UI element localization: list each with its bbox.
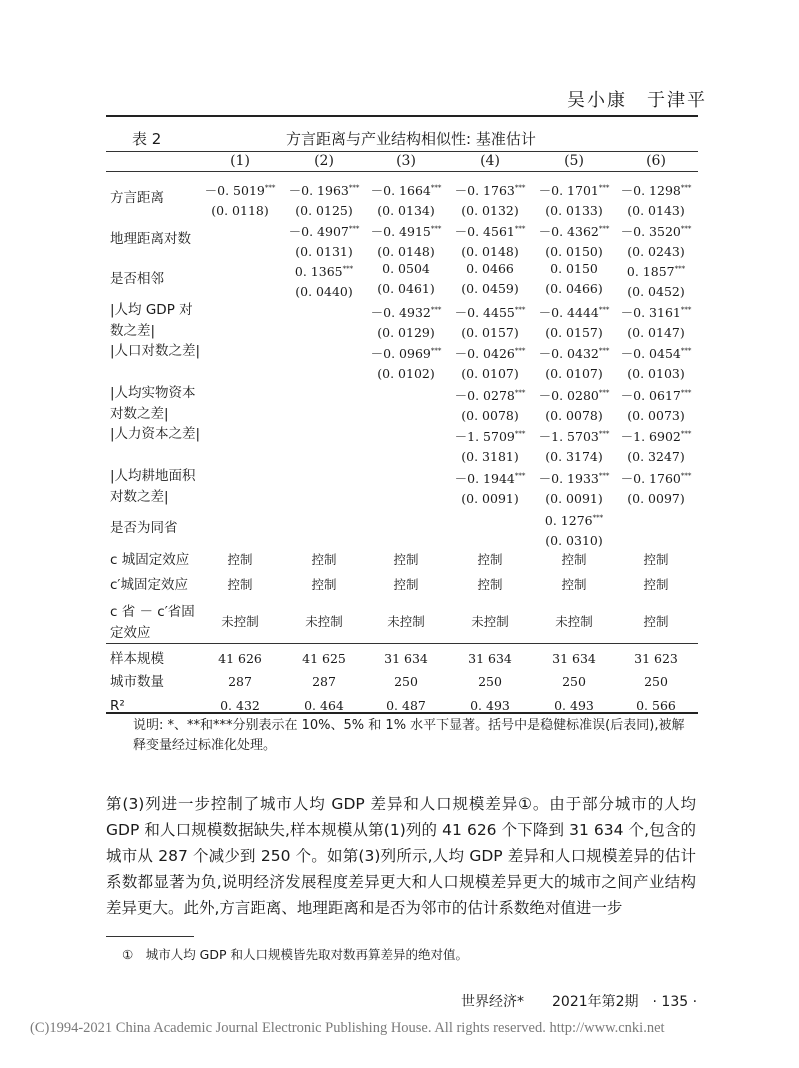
standard-error: (0. 0466) [545, 281, 603, 296]
coefficient-value: 0. 1857*** [626, 264, 686, 279]
coefficient-cell [530, 178, 618, 221]
column-header-1: (1) [230, 153, 250, 169]
significance-stars: *** [598, 184, 610, 192]
significance-stars: *** [680, 389, 692, 397]
table-note: 说明: *、**和***分别表示在 10%、5% 和 1% 水平下显著。括号中是稳健标准误(后表同),被解释变量经过标准化处理。 [133, 718, 685, 753]
stat-cell: 41 626 [218, 651, 262, 666]
coefficient-cell [446, 300, 534, 343]
significance-stars: *** [598, 347, 610, 355]
significance-stars: *** [598, 225, 610, 233]
significance-stars: *** [680, 347, 692, 355]
stat-cell: 287 [228, 674, 252, 689]
significance-stars: *** [674, 265, 686, 273]
table-header-rule [106, 171, 698, 172]
control-cell: 未控制 [305, 614, 343, 629]
significance-stars: *** [348, 184, 360, 192]
significance-stars: *** [514, 430, 526, 438]
standard-error: (0. 0148) [461, 244, 519, 259]
standard-error: (0. 0461) [377, 281, 435, 296]
standard-error: (0. 0078) [545, 408, 603, 423]
table-bottom-rule [106, 712, 698, 714]
coefficient-value: 0. 0466 [466, 261, 514, 276]
row-label: 是否为同省 [110, 520, 178, 536]
standard-error: (0. 0129) [377, 325, 435, 340]
standard-error: (0. 0091) [461, 491, 519, 506]
stat-cell: 31 634 [468, 651, 512, 666]
control-cell: 控制 [393, 577, 419, 592]
coefficient-cell [362, 178, 450, 221]
coefficient-value: －0. 0969*** [370, 346, 442, 361]
coefficient-value: 0. 0150 [550, 261, 598, 276]
control-cell: 未控制 [555, 614, 593, 629]
coefficient-cell [196, 178, 284, 221]
stat-cell: 41 625 [302, 651, 346, 666]
coefficient-value: －0. 1944*** [454, 471, 526, 486]
standard-error: (0. 3247) [627, 449, 685, 464]
coefficient-cell [446, 178, 534, 221]
header-rule [106, 115, 698, 117]
stat-cell: 31 634 [552, 651, 596, 666]
standard-error: (0. 0125) [295, 203, 353, 218]
standard-error: (0. 0310) [545, 533, 603, 548]
coefficient-value: －0. 1664*** [370, 183, 442, 198]
control-cell: 控制 [477, 577, 503, 592]
coefficient-cell [612, 259, 700, 302]
coefficient-value: －0. 4907*** [288, 224, 360, 239]
coefficient-cell [280, 259, 368, 302]
control-cell: 控制 [561, 552, 587, 567]
row-label: |人均实物资本对数之差| [110, 385, 196, 422]
standard-error: (0. 0107) [545, 366, 603, 381]
significance-stars: *** [514, 347, 526, 355]
coefficient-cell [612, 341, 700, 384]
standard-error: (0. 0133) [545, 203, 603, 218]
control-row-label: c 城固定效应 [110, 552, 190, 568]
significance-stars: *** [598, 430, 610, 438]
coefficient-value: －0. 1763*** [454, 183, 526, 198]
coefficient-value: －0. 4932*** [370, 305, 442, 320]
coefficient-value: －0. 3520*** [620, 224, 692, 239]
coefficient-cell [446, 424, 534, 467]
column-header-4: (4) [480, 153, 500, 169]
coefficient-value: －0. 1963*** [288, 183, 360, 198]
stat-row-label: R² [110, 698, 125, 714]
coefficient-cell [612, 383, 700, 426]
stat-cell: 0. 432 [220, 698, 260, 713]
coefficient-cell [612, 300, 700, 343]
coefficient-value: －0. 0432*** [538, 346, 610, 361]
stat-cell: 250 [644, 674, 668, 689]
coefficient-value: －0. 4915*** [370, 224, 442, 239]
coefficient-cell [280, 178, 368, 221]
coefficient-cell [530, 300, 618, 343]
standard-error: (0. 0147) [627, 325, 685, 340]
standard-error: (0. 3181) [461, 449, 519, 464]
stat-cell: 0. 464 [304, 698, 344, 713]
body-paragraph: 第(3)列进一步控制了城市人均 GDP 差异和人口规模差异①。由于部分城市的人均 GDP 和人口规模数据缺失,样本规模从第(1)列的 41 626 个下降到 31 634 个,包含的城市从 287 个减少到 250 个。如第(3)列所示,人均 GDP 差异和人口规模差异的估计系数都显著为负,说明经济发展程度差异更大和人口规模差异更大的城市之间产业结构差异更大。此外,方言距离、地理距离和是否为邻市的估计系数绝对值进一步 [106, 795, 696, 917]
significance-stars: *** [348, 225, 360, 233]
coefficient-cell [362, 300, 450, 343]
coefficient-cell [446, 383, 534, 426]
significance-stars: *** [598, 472, 610, 480]
standard-error: (0. 0143) [627, 203, 685, 218]
column-header-2: (2) [314, 153, 334, 169]
significance-stars: *** [514, 306, 526, 314]
standard-error: (0. 0452) [627, 284, 685, 299]
coefficient-value: －0. 0617*** [620, 388, 692, 403]
column-header-5: (5) [564, 153, 584, 169]
coefficient-cell [530, 424, 618, 467]
significance-stars: *** [514, 184, 526, 192]
coefficient-cell [530, 219, 618, 262]
standard-error: (0. 0073) [627, 408, 685, 423]
control-cell: 未控制 [471, 614, 509, 629]
coefficient-cell [612, 466, 700, 509]
coefficient-value: －0. 4444*** [538, 305, 610, 320]
standard-error: (0. 0459) [461, 281, 519, 296]
coefficient-value: －0. 1933*** [538, 471, 610, 486]
coefficient-cell [446, 341, 534, 384]
coefficient-value: －0. 1760*** [620, 471, 692, 486]
coefficient-value: －0. 3161*** [620, 305, 692, 320]
coefficient-cell [446, 259, 534, 299]
control-cell: 控制 [643, 614, 669, 629]
coefficient-value: －0. 0426*** [454, 346, 526, 361]
coefficient-value: －0. 4561*** [454, 224, 526, 239]
table-title: 方言距离与产业结构相似性: 基准估计 [286, 130, 536, 148]
stat-cell: 250 [478, 674, 502, 689]
standard-error: (0. 0102) [377, 366, 435, 381]
significance-stars: *** [430, 225, 442, 233]
table-top-rule [106, 151, 698, 152]
significance-stars: *** [514, 472, 526, 480]
coefficient-value: －0. 0278*** [454, 388, 526, 403]
control-cell: 控制 [227, 552, 253, 567]
control-cell: 控制 [311, 552, 337, 567]
standard-error: (0. 0107) [461, 366, 519, 381]
significance-stars: *** [514, 389, 526, 397]
standard-error: (0. 0134) [377, 203, 435, 218]
column-header-3: (3) [396, 153, 416, 169]
standard-error: (0. 0097) [627, 491, 685, 506]
stat-cell: 0. 566 [636, 698, 676, 713]
standard-error: (0. 0157) [461, 325, 519, 340]
row-label: 方言距离 [110, 190, 164, 206]
standard-error: (0. 0078) [461, 408, 519, 423]
standard-error: (0. 0148) [377, 244, 435, 259]
coefficient-value: －1. 6902*** [620, 429, 692, 444]
row-label: |人力资本之差| [110, 426, 201, 442]
significance-stars: *** [430, 306, 442, 314]
coefficient-value: 0. 1276*** [544, 513, 604, 528]
coefficient-value: －0. 0454*** [620, 346, 692, 361]
control-cell: 未控制 [387, 614, 425, 629]
coefficient-value: －0. 4455*** [454, 305, 526, 320]
standard-error: (0. 0118) [211, 203, 269, 218]
significance-stars: *** [680, 430, 692, 438]
row-label: |人均 GDP 对数之差| [110, 302, 193, 339]
stat-row-label: 样本规模 [110, 651, 164, 667]
journal-footer: 世界经济* 2021年第2期 · 135 · [461, 994, 698, 1010]
footnote-rule [106, 936, 194, 937]
coefficient-value: 0. 0504 [382, 261, 430, 276]
significance-stars: *** [514, 225, 526, 233]
significance-stars: *** [598, 306, 610, 314]
standard-error: (0. 0131) [295, 244, 353, 259]
stat-cell: 0. 493 [554, 698, 594, 713]
significance-stars: *** [592, 514, 604, 522]
control-cell: 控制 [477, 552, 503, 567]
stat-cell: 31 634 [384, 651, 428, 666]
column-header-6: (6) [646, 153, 666, 169]
control-row-label: c′城固定效应 [110, 577, 188, 593]
coefficient-cell [612, 424, 700, 467]
control-cell: 控制 [643, 577, 669, 592]
stat-row-label: 城市数量 [110, 674, 164, 690]
significance-stars: *** [598, 389, 610, 397]
standard-error: (0. 0091) [545, 491, 603, 506]
control-cell: 控制 [227, 577, 253, 592]
stat-cell: 0. 487 [386, 698, 426, 713]
row-label: 是否相邻 [110, 271, 164, 287]
coefficient-value: －0. 5019*** [204, 183, 276, 198]
coefficient-cell [362, 219, 450, 262]
copyright-line: (C)1994-2021 China Academic Journal Electronic Publishing House. All rights reserved. http://www.cnki.net [30, 1020, 665, 1036]
control-row-label: c 省 － c′省固定效应 [110, 604, 195, 641]
row-label: |人口对数之差| [110, 343, 201, 359]
running-header-authors: 吴小康 于津平 [567, 90, 707, 111]
coefficient-cell [612, 219, 700, 262]
stat-cell: 287 [312, 674, 336, 689]
stat-cell: 250 [394, 674, 418, 689]
significance-stars: *** [430, 184, 442, 192]
standard-error: (0. 0132) [461, 203, 519, 218]
coefficient-value: －0. 0280*** [538, 388, 610, 403]
coefficient-value: 0. 1365*** [294, 264, 354, 279]
stat-cell: 31 623 [634, 651, 678, 666]
table-stats-rule [106, 643, 698, 644]
significance-stars: *** [342, 265, 354, 273]
coefficient-value: －0. 1298*** [620, 183, 692, 198]
coefficient-cell [362, 259, 450, 299]
coefficient-cell [530, 259, 618, 299]
control-cell: 控制 [561, 577, 587, 592]
control-cell: 控制 [311, 577, 337, 592]
coefficient-cell [530, 508, 618, 551]
standard-error: (0. 3174) [545, 449, 603, 464]
row-label: 地理距离对数 [110, 231, 191, 247]
control-cell: 控制 [643, 552, 669, 567]
stat-cell: 250 [562, 674, 586, 689]
significance-stars: *** [680, 472, 692, 480]
standard-error: (0. 0440) [295, 284, 353, 299]
significance-stars: *** [680, 306, 692, 314]
significance-stars: *** [680, 184, 692, 192]
coefficient-cell [446, 219, 534, 262]
control-cell: 未控制 [221, 614, 259, 629]
standard-error: (0. 0243) [627, 244, 685, 259]
significance-stars: *** [264, 184, 276, 192]
coefficient-cell [530, 466, 618, 509]
standard-error: (0. 0103) [627, 366, 685, 381]
standard-error: (0. 0150) [545, 244, 603, 259]
stat-cell: 0. 493 [470, 698, 510, 713]
coefficient-value: －1. 5709*** [454, 429, 526, 444]
standard-error: (0. 0157) [545, 325, 603, 340]
row-label: |人均耕地面积对数之差| [110, 468, 196, 505]
coefficient-value: －0. 1701*** [538, 183, 610, 198]
significance-stars: *** [680, 225, 692, 233]
coefficient-cell [612, 178, 700, 221]
coefficient-cell [446, 466, 534, 509]
coefficient-cell [530, 341, 618, 384]
coefficient-cell [530, 383, 618, 426]
footnote: ① 城市人均 GDP 和人口规模皆先取对数再算差异的绝对值。 [122, 947, 469, 962]
significance-stars: *** [430, 347, 442, 355]
control-cell: 控制 [393, 552, 419, 567]
coefficient-cell [362, 341, 450, 384]
table-label: 表 2 [132, 130, 162, 148]
coefficient-cell [280, 219, 368, 262]
coefficient-value: －1. 5703*** [538, 429, 610, 444]
coefficient-value: －0. 4362*** [538, 224, 610, 239]
